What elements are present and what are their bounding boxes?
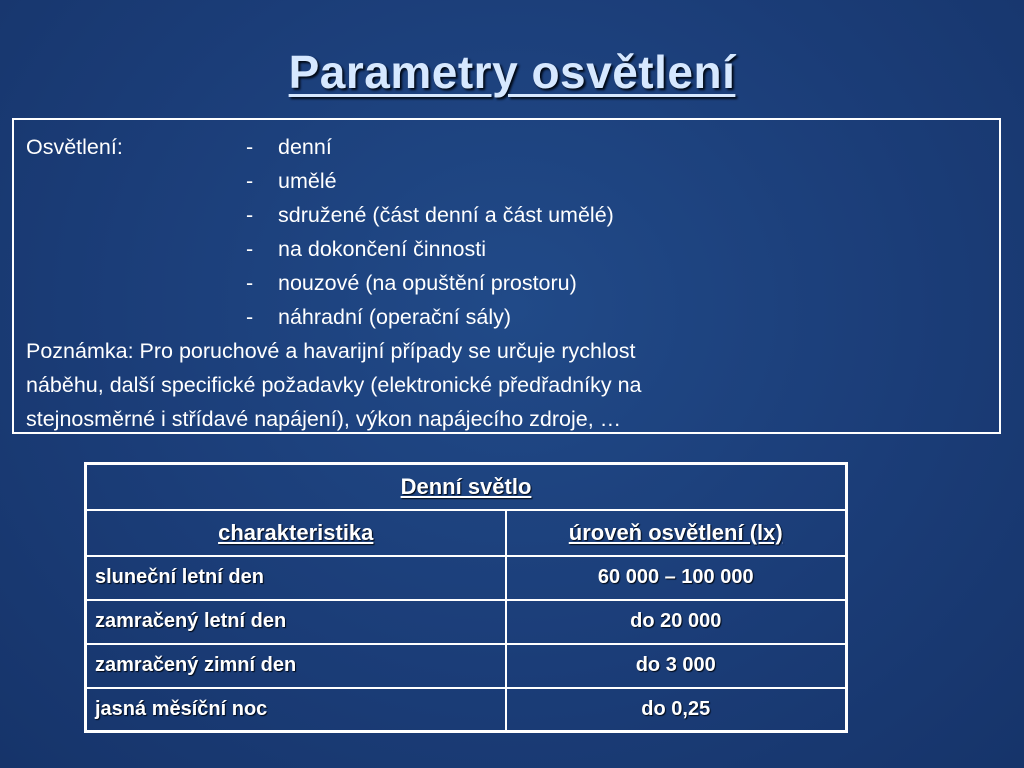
table-cell-characteristic: zamračený zimní den (86, 644, 506, 688)
table-cell-illuminance: do 20 000 (506, 600, 847, 644)
table-caption-row (86, 464, 847, 510)
bullet-dash: - (246, 169, 254, 193)
table-caption: Denní světlo (86, 464, 847, 510)
bullet-dash: - (246, 237, 254, 261)
column-header-characteristic: charakteristika (86, 510, 506, 556)
lighting-type-item: nouzové (na opuštění prostoru) (278, 271, 577, 295)
bullet-dash: - (246, 271, 254, 295)
table-cell-characteristic: zamračený letní den (86, 600, 506, 644)
lighting-types-box (12, 118, 1001, 434)
table-header-row (86, 510, 847, 556)
bullet-dash: - (246, 135, 254, 159)
lighting-type-item: denní (278, 135, 332, 159)
lighting-type-row (26, 232, 987, 266)
daylight-table (84, 462, 848, 733)
table-row (86, 600, 847, 644)
table-cell-characteristic: jasná měsíční noc (86, 688, 506, 732)
lighting-type-item: sdružené (část denní a část umělé) (278, 203, 614, 227)
table-cell-characteristic: sluneční letní den (86, 556, 506, 600)
table-cell-illuminance: do 0,25 (506, 688, 847, 732)
lighting-type-item: náhradní (operační sály) (278, 305, 512, 329)
note-line: Poznámka: Pro poruchové a havarijní případy se určuje rychlost (26, 339, 636, 363)
bullet-dash: - (246, 203, 254, 227)
note-line: náběhu, další specifické požadavky (elektronické předřadníky na (26, 373, 642, 397)
note-line: stejnosměrné i střídavé napájení), výkon napájecího zdroje, … (26, 407, 622, 431)
table-row (86, 688, 847, 732)
note-paragraph (26, 334, 987, 436)
lighting-type-row (26, 130, 987, 164)
table-row (86, 644, 847, 688)
bullet-dash: - (246, 305, 254, 329)
lighting-label: Osvětlení: (26, 135, 123, 159)
lighting-type-row (26, 300, 987, 334)
table-cell-illuminance: do 3 000 (506, 644, 847, 688)
lighting-type-row (26, 164, 987, 198)
lighting-type-item: na dokončení činnosti (278, 237, 486, 261)
table-cell-illuminance: 60 000 – 100 000 (506, 556, 847, 600)
lighting-type-row (26, 266, 987, 300)
page-title: Parametry osvětlení (288, 45, 736, 98)
lighting-type-row (26, 198, 987, 232)
lighting-type-item: umělé (278, 169, 337, 193)
table-row (86, 556, 847, 600)
column-header-illuminance: úroveň osvětlení (lx) (506, 510, 847, 556)
